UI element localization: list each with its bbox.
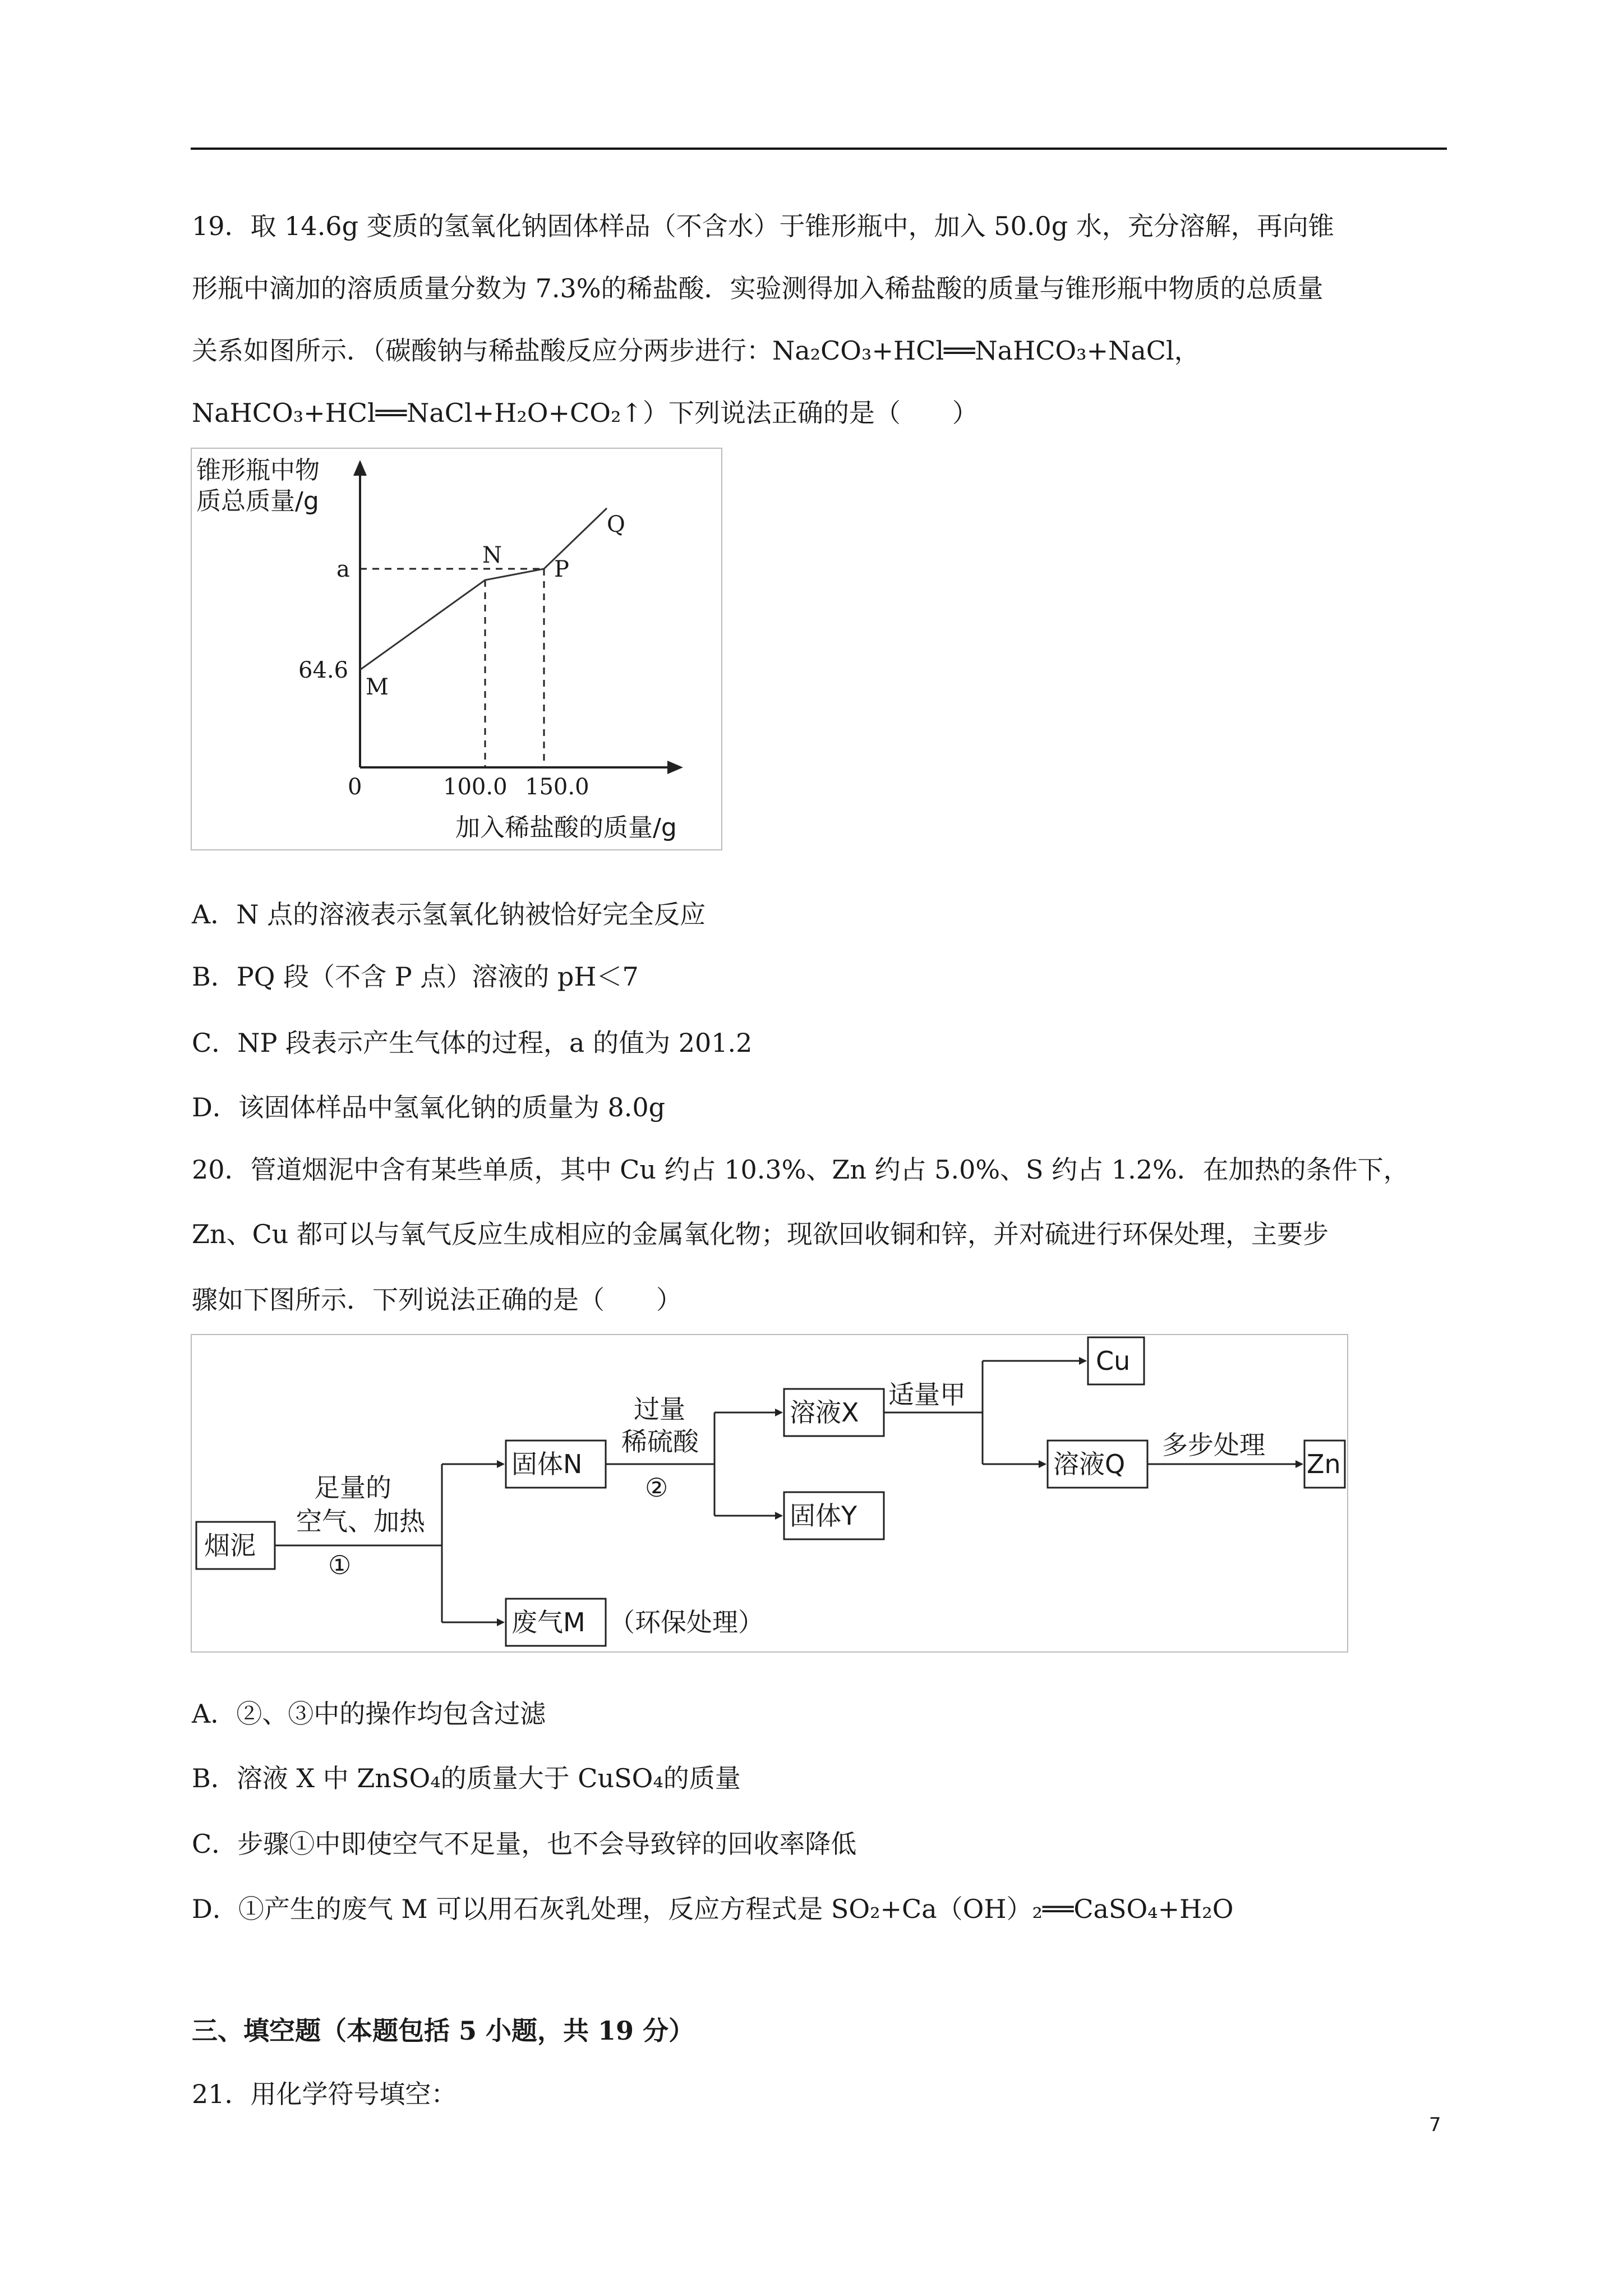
step1-num: ① xyxy=(328,1550,352,1580)
x-tick-0: 0 xyxy=(348,774,362,800)
box-sol-q-text: 溶液Q xyxy=(1053,1449,1126,1479)
point-q-label: Q xyxy=(607,512,625,537)
header-rule xyxy=(191,148,1447,150)
q19-option-a: A．N 点的溶液表示氢氧化钠被恰好完全反应 xyxy=(192,899,706,930)
flow-diagram xyxy=(191,1334,1349,1654)
q21-line: 21．用化学符号填空： xyxy=(192,2079,457,2109)
q19-option-b: B．PQ 段（不含 P 点）溶液的 pH＜7 xyxy=(192,961,639,992)
x-label: 加入稀盐酸的质量/g xyxy=(455,813,677,842)
box-solid-n-text: 固体N xyxy=(511,1449,583,1479)
section-title: 三、填空题（本题包括 5 小题，共 19 分） xyxy=(192,2016,695,2046)
q20-line-2: Zn、Cu 都可以与氧气反应生成相应的金属氧化物；现欲回收铜和锌，并对硫进行环保处理，主要步 xyxy=(192,1219,1329,1249)
q20-option-c: C．步骤①中即使空气不足量，也不会导致锌的回收率降低 xyxy=(192,1829,857,1859)
box-cu-text: Cu xyxy=(1096,1346,1131,1376)
step3-label: 适量甲 xyxy=(888,1379,966,1410)
box-sol-x-text: 溶液X xyxy=(790,1397,859,1428)
q20-line-1: 20．管道烟泥中含有某些单质，其中 Cu 约占 10.3%、Zn 约占 5.0%、S 约占 1.2%．在加热的条件下， xyxy=(192,1154,1409,1185)
step1-label-a: 足量的 xyxy=(314,1473,391,1503)
x-tick-150: 150.0 xyxy=(525,774,589,800)
q19-line-3: 关系如图所示．（碳酸钠与稀盐酸反应分两步进行：Na₂CO₃+HCl══NaHCO₃+NaCl， xyxy=(192,335,1200,366)
gas-note: （环保处理） xyxy=(609,1607,764,1637)
q20-line-3: 骤如下图所示．下列说法正确的是（ ） xyxy=(192,1285,682,1315)
point-n-label: N xyxy=(482,542,502,568)
q19-option-c: C．NP 段表示产生气体的过程，a 的值为 201.2 xyxy=(192,1028,753,1058)
q20-option-b: B．溶液 X 中 ZnSO₄的质量大于 CuSO₄的质量 xyxy=(192,1763,741,1793)
point-p-label: P xyxy=(554,556,569,582)
multi-step-label: 多步处理 xyxy=(1162,1430,1265,1460)
page-number: 7 xyxy=(1429,2114,1441,2136)
point-m-label: M xyxy=(366,674,389,700)
box-solid-y-text: 固体Y xyxy=(790,1501,857,1531)
mass-line xyxy=(360,508,607,670)
y-label-line1: 锥形瓶中物 xyxy=(196,456,320,485)
step2-label-b: 稀硫酸 xyxy=(621,1427,699,1457)
q19-line-2: 形瓶中滴加的溶质质量分数为 7.3%的稀盐酸．实验测得加入稀盐酸的质量与锥形瓶中物质的总质量 xyxy=(192,273,1324,303)
mass-chart xyxy=(191,448,723,852)
q19-option-d: D．该固体样品中氢氧化钠的质量为 8.0g xyxy=(192,1092,666,1122)
step2-label-a: 过量 xyxy=(634,1394,685,1424)
y-label-line2: 质总质量/g xyxy=(196,487,319,516)
box-yanni-text: 烟泥 xyxy=(204,1530,256,1561)
q19-line-4: NaHCO₃+HCl══NaCl+H₂O+CO₂↑）下列说法正确的是（ ） xyxy=(192,398,978,428)
q20-option-d: D．①产生的废气 M 可以用石灰乳处理，反应方程式是 SO₂+Ca（OH）₂══CaSO₄+H₂O xyxy=(192,1894,1234,1924)
box-gas-m-text: 废气M xyxy=(511,1607,585,1637)
step2-num: ② xyxy=(645,1473,668,1503)
q20-option-a: A．②、③中的操作均包含过滤 xyxy=(192,1699,546,1729)
box-zn-text: Zn xyxy=(1307,1449,1341,1479)
x-tick-100: 100.0 xyxy=(443,774,508,800)
q19-line-1: 19．取 14.6g 变质的氢氧化钠固体样品（不含水）于锥形瓶中，加入 50.0g 水，充分溶解，再向锥 xyxy=(192,211,1334,241)
y-tick-a: a xyxy=(336,556,350,582)
x-axis-arrow xyxy=(667,761,683,774)
y-tick-64-6: 64.6 xyxy=(298,657,349,683)
y-axis-arrow xyxy=(353,460,367,476)
step1-label-b: 空气、加热 xyxy=(296,1506,425,1536)
